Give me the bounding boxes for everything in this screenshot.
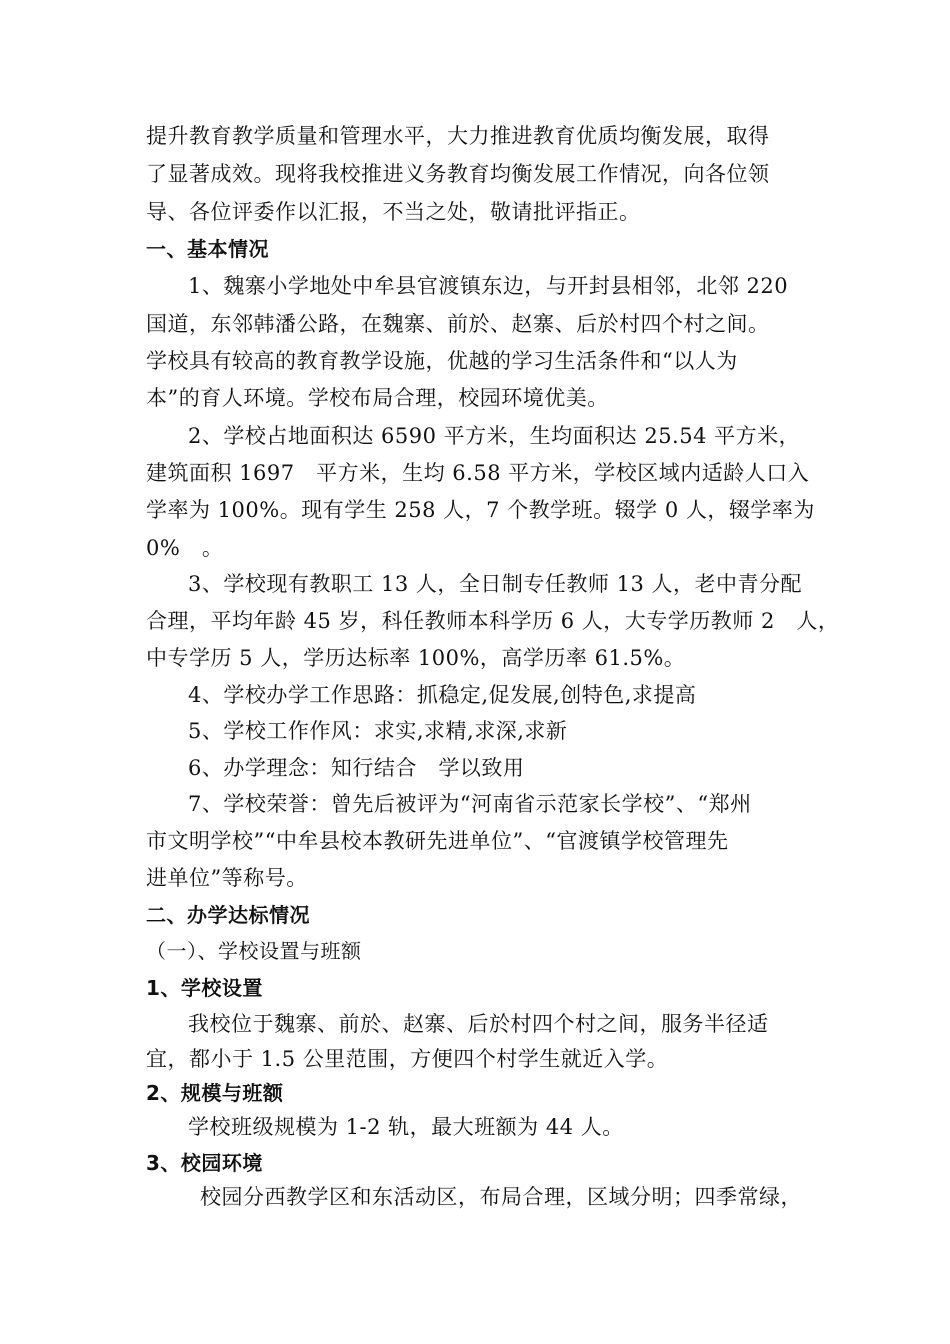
paragraph-line: 国道，东邻韩潘公路，在魏寨、前於、赵寨、后於村四个村之间。 (146, 312, 770, 336)
paragraph-line: 建筑面积 1697 平方米，生均 6.58 平方米，学校区域内适龄人口入 (146, 461, 810, 485)
item-heading: 1、学校设置 (146, 976, 263, 1000)
paragraph-line: 3、学校现有教职工 13 人，全日制专任教师 13 人，老中青分配 (188, 572, 803, 596)
paragraph-line: 了显著成效。现将我校推进义务教育均衡发展工作情况，向各位领 (146, 162, 770, 186)
paragraph-line: 0% 。 (146, 536, 224, 560)
paragraph-line: 1、魏寨小学地处中牟县官渡镇东边，与开封县相邻，北邻 220 (188, 274, 789, 298)
paragraph-line: 5、学校工作作风：求实,求精,求深,求新 (188, 719, 568, 743)
paragraph-line: 宜，都小于 1.5 公里范围，方便四个村学生就近入学。 (146, 1047, 669, 1071)
section-heading: 二、办学达标情况 (146, 903, 310, 927)
paragraph-line: 学率为 100%。现有学生 258 人，7 个教学班。辍学 0 人，辍学率为 (146, 498, 815, 522)
paragraph-line: 导、各位评委作以汇报，不当之处，敬请批评指正。 (146, 200, 641, 224)
paragraph-line: 2、学校占地面积达 6590 平方米，生均面积达 25.54 平方米， (188, 424, 801, 448)
paragraph-line: 4、学校办学工作思路：抓稳定,促发展,创特色,求提高 (188, 683, 697, 707)
section-heading: 一、基本情况 (146, 237, 269, 261)
item-heading: 3、校园环境 (146, 1151, 263, 1175)
paragraph-line: 提升教育教学质量和管理水平，大力推进教育优质均衡发展，取得 (146, 124, 770, 148)
paragraph-line: 校园分西教学区和东活动区，布局合理，区域分明；四季常绿， (200, 1185, 802, 1209)
paragraph-line: 我校位于魏寨、前於、赵寨、后於村四个村之间，服务半径适 (188, 1012, 769, 1036)
paragraph-line: 学校班级规模为 1-2 轨，最大班额为 44 人。 (188, 1115, 624, 1139)
paragraph-line: 市文明学校”“中牟县校本教研先进单位”、“官渡镇学校管理先 (146, 829, 729, 853)
paragraph-line: 中专学历 5 人，学历达标率 100%，高学历率 61.5%。 (146, 646, 686, 670)
paragraph-line: 学校具有较高的教育教学设施，优越的学习生活条件和“以人为 (146, 349, 738, 373)
paragraph-line: 本”的育人环境。学校布局合理，校园环境优美。 (146, 386, 609, 410)
paragraph-line: 7、学校荣誉：曾先后被评为“河南省示范家长学校”、“郑州 (188, 792, 752, 816)
paragraph-line: 6、办学理念：知行结合 学以致用 (188, 756, 525, 780)
paragraph-line: 进单位”等称号。 (146, 866, 308, 890)
subsection-heading: （一）、学校设置与班额 (146, 939, 362, 963)
paragraph-line: 合理，平均年龄 45 岁，科任教师本科学历 6 人，大专学历教师 2 人， (146, 609, 840, 633)
item-heading: 2、规模与班额 (146, 1081, 284, 1105)
